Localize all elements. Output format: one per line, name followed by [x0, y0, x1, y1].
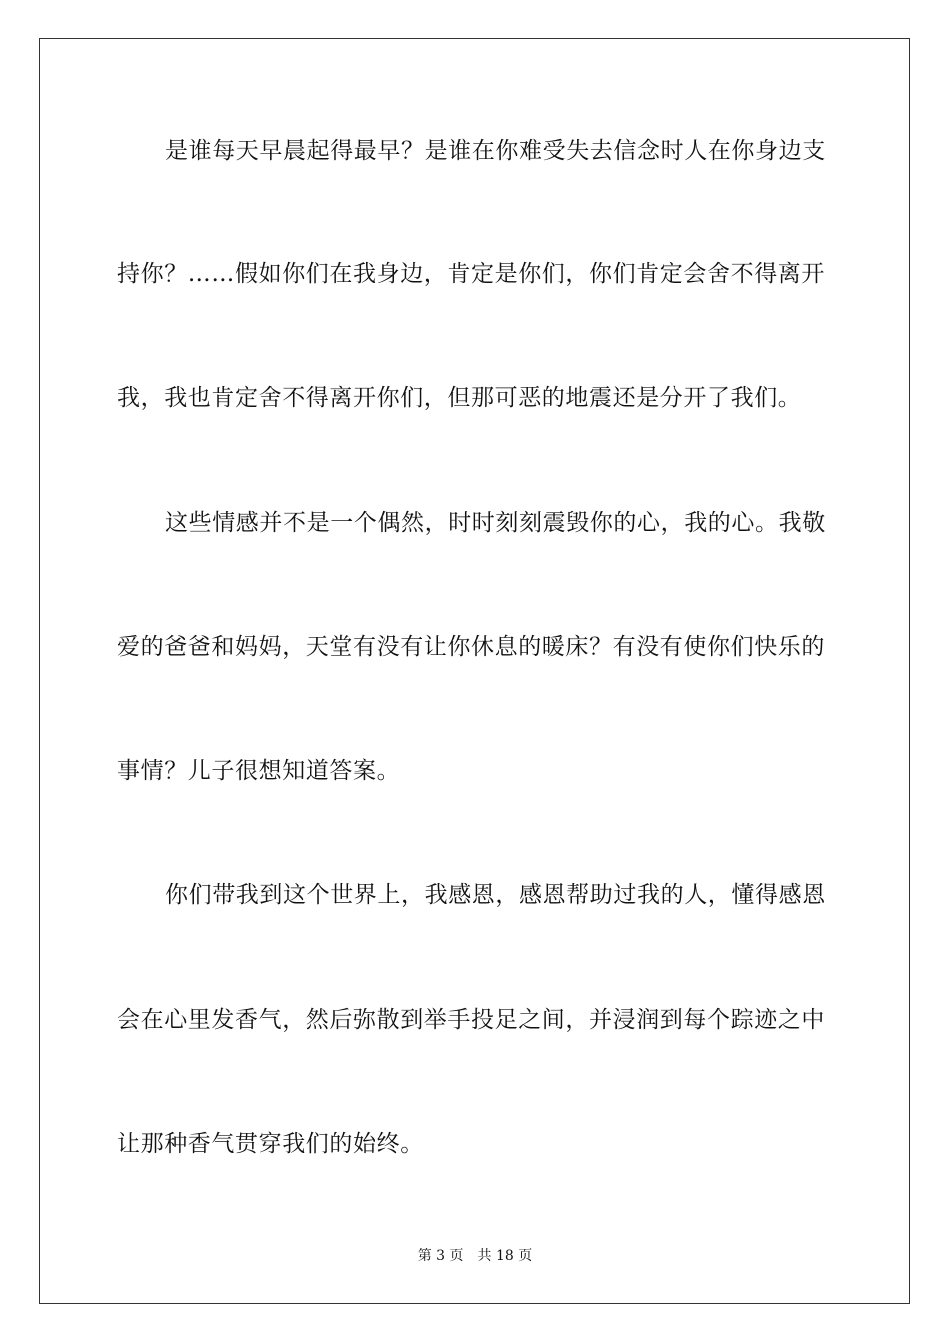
- paragraph-2-line-1: 这些情感并不是一个偶然，时时刻刻震毁你的心，我的心。我敬: [165, 510, 826, 536]
- page-number: 第 3 页: [417, 1248, 464, 1264]
- page-footer: [0, 1246, 950, 1266]
- paragraph-1-line-2: 持你？……假如你们在我身边，肯定是你们，你们肯定会舍不得离开: [117, 261, 825, 287]
- page-border: [39, 38, 910, 1304]
- paragraph-1-line-1: 是谁每天早晨起得最早？是谁在你难受失去信念时人在你身边支: [165, 138, 826, 164]
- paragraph-3-line-1: 你们带我到这个世界上，我感恩，感恩帮助过我的人，懂得感恩: [165, 882, 826, 908]
- paragraph-3-line-2: 会在心里发香气，然后弥散到举手投足之间，并浸润到每个踪迹之中: [117, 1007, 825, 1033]
- page-total: 共 18 页: [477, 1248, 533, 1264]
- paragraph-2-line-2: 爱的爸爸和妈妈，天堂有没有让你休息的暖床？有没有使你们快乐的: [117, 634, 825, 660]
- paragraph-2-line-3: 事情？儿子很想知道答案。: [117, 758, 401, 784]
- paragraph-1-line-3: 我，我也肯定舍不得离开你们，但那可恶的地震还是分开了我们。: [117, 385, 802, 411]
- paragraph-3-line-3: 让那种香气贯穿我们的始终。: [117, 1131, 424, 1157]
